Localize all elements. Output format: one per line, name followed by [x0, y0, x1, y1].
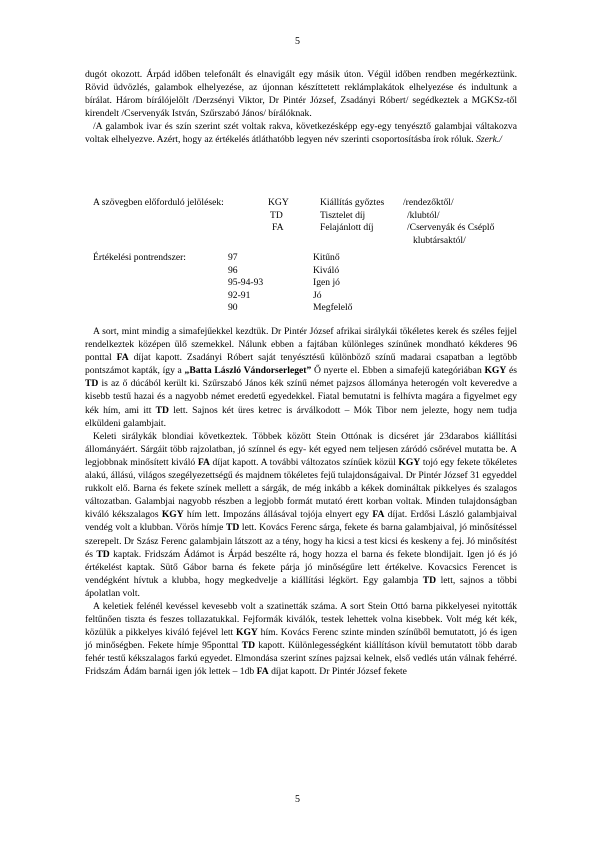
article-body — [85, 325, 517, 679]
award-code: KGY — [161, 509, 184, 521]
score-points: 96 — [228, 264, 238, 276]
award-code: KGY — [484, 365, 507, 377]
page-number-top: 5 — [295, 36, 300, 47]
award-code: KGY — [398, 456, 421, 468]
text-run: lett. Sajnos két üres ketrec is árválkodott – Mók Tibor nem jelezte, hogy nem tudja elküldeni galambjait. — [85, 404, 518, 429]
score-grade: Kiváló — [313, 264, 340, 276]
abbreviation-legend — [85, 197, 517, 257]
text-run: díjat kapott. Zsadányi Róbert saját tenyésztésű különböző színű madarai csapatban a legtöbb pontszámot kapták, így a — [85, 352, 517, 377]
award-code: TD — [241, 640, 256, 652]
score-points: 95-94-93 — [228, 277, 264, 289]
score-grade: Megfelelő — [313, 302, 353, 314]
award-code: TD — [85, 378, 99, 390]
abbr-source-continued: klubtársaktól/ — [413, 234, 466, 246]
award-code: FA — [197, 456, 210, 468]
abbr-code: KGY — [268, 197, 289, 208]
score-points: 97 — [228, 252, 238, 263]
score-grade: Jó — [313, 289, 322, 301]
abbr-source: /rendezőktől/ — [403, 197, 454, 208]
score-grade: Kitűnő — [313, 252, 340, 263]
text-run: A keletiek felénél kevéssel kevesebb volt a szatinetták száma. A sort Stein Ottó barna pikkelyesei nyitották feltűnően tiszta és feszes tollazatukkal. Fejformák kiválók, testek lehettek volna kisebbek. Volt még két kék, közülük a pikkelyes kiváló fejével lett — [85, 600, 517, 639]
scoring-system — [85, 252, 517, 322]
page-number-bottom: 5 — [295, 794, 300, 805]
score-points: 92-91 — [228, 289, 251, 301]
abbr-source: /Cservenyák és Cséplő — [407, 222, 495, 234]
paragraph-szatinettak — [85, 600, 517, 679]
paragraph-blondiai — [85, 430, 517, 600]
text-run: és — [506, 365, 517, 377]
score-points: 90 — [228, 302, 238, 314]
text-run: kapott. Különlegességként kiállításon kívül bemutatott több darab fehér testű kékszalagos farkú egyedet. Elmondása szerint színes pajzsai kelnek, első vedlés után válnak fehérré. Fridszám Ádám barnái igen jók lettek – 1db — [85, 640, 517, 678]
text-run: lett. Kovács Ferenc sárga, fekete és barna galambjaival, jó minősítéssel szerepelt. Dr Szász Ferenc galambjain látszott az a tény, hogy ha kicsi a test kicsi és keskeny a fej. Jó minősítést és — [85, 522, 517, 560]
award-code: FA — [116, 352, 129, 364]
paragraph-simafeju — [85, 325, 517, 430]
award-code: TD — [225, 522, 240, 534]
award-code: TD — [155, 404, 169, 416]
text-run: díjat kapott. Dr Pintér József fekete — [268, 666, 407, 678]
intro-block — [85, 68, 517, 147]
text-run: A sort, mint mindig a simafejűekkel kezdtük. Dr Pintér József afrikai sirálykái tökéletes kerek és széles fejjel rendelkeztek középen ülő szemekkel. Nálunk ebben a fajtában különleges színűnek mondható kékderes 96 ponttal — [85, 326, 517, 364]
trophy-name: „Batta László Vándorserleget” — [184, 365, 312, 377]
award-code: FA — [256, 666, 269, 678]
scoring-label: Értékelési pontrendszer: — [93, 252, 186, 263]
editor-note-text: /A galambok ivar és szín szerint szét voltak rakva, következésképp egy-egy tenyésztő galambjai váltakozva voltak elhelyezve. Azért, hogy az értékelés átláthatóbb legyen név szerinti csoportosításba írok róluk. — [85, 121, 517, 146]
abbr-code: TD — [270, 209, 283, 221]
text-run: díjat. Erdősi László galambjaival vendég volt a klubban. Vörös hímje — [85, 509, 517, 534]
abbr-meaning: Tisztelet díj — [320, 209, 366, 221]
award-code: KGY — [236, 627, 258, 639]
abbreviation-label: A szövegben előforduló jelölések: — [93, 197, 224, 208]
abbr-code: FA — [272, 222, 284, 234]
text-run: lett, sajnos a többi ápolatlan volt. — [85, 574, 517, 599]
abbr-meaning: Felajánlott díj — [320, 222, 374, 234]
editor-note — [85, 120, 517, 146]
text-run: hím. Kovács Ferenc szinte minden színűből bemutatott, jó és igen jó minőségben. Fekete hímje 95ponttal — [85, 627, 517, 652]
score-grade: Igen jó — [313, 277, 340, 289]
text-run: tojó egy fekete tökéletes alakú, állású, világos szegélyezettségű és majdnem tökéletes fejű tulajdonságaival. Dr Pintér József 31 egyeddel rukkolt elő. Barna és fekete színek mellett a sárgák, de még inkább a kékek domináltak pikkelyes és szalagos változatban. Galambjai nagyobb részben a legjobb formát mutató érett korban voltak. Minden tulajdonságban kiváló kékszalagos — [85, 456, 518, 521]
text-run: is az ő dúcából került ki. Szűrszabó János kék színű német pajzsos állománya heterogén volt keveredve a kisebb testű hazai és a nagyobb német eredetű egyedekkel. Fiatal bemutatni is felhívta magára a figyelmet egy kék hím, ami itt — [85, 378, 517, 416]
award-code: TD — [96, 548, 110, 560]
text-run: hím lett. Impozáns állásával tojója elnyert egy — [183, 509, 373, 521]
text-run: kaptak. Fridszám Ádámot is Árpád beszélte rá, hogy hozza el barna és fekete blondijait. Igen jó és jó értékelést kaptak. Sütő Gábor barna és fekete párja jó minőségűre lett értékelve. Kovacsics Ferencet is vendégként hívtuk a klubba, hogy megkedvelje a kiállítási légkört. Egy galambja — [85, 548, 518, 586]
editor-signature: Szerk./ — [476, 134, 502, 146]
award-code: FA — [372, 509, 385, 521]
text-run: Keleti sirálykák blondiai következtek. Többek között Stein Ottónak is dicséret jár 23darabos kiállítási állományáért. Sárgáit több rajzolatban, jó színnel és egy- két egyed nem teljesen záródó csőrével mutatta be. A legjobbnak minősített kiváló — [85, 430, 517, 468]
text-run: Ő nyerte el. Ebben a simafejű kategóriában — [311, 365, 485, 377]
text-run: díjat kapott. A további változatos színűek közül — [209, 456, 399, 468]
intro-paragraph: dugót okozott. Árpád időben telefonált és elnavigált egy másik úton. Végül időben rendben megérkeztünk. Rövid üdvözlés, galambok elhelyezése, az újonnan készíttetett reklámplakátok elhelyezése és indultunk a bírálat. Három bírálójelölt /Derzsényi Viktor, Dr Pintér József, Zsadányi Róbert/ segédkeztek a MGKSz-től kirendelt /Cservenyák István, Szűrszabó János/ bírálóknak. — [85, 69, 517, 120]
abbr-source: /klubtól/ — [407, 209, 440, 221]
abbr-meaning: Kiállítás győztes — [320, 197, 385, 208]
award-code: TD — [422, 574, 437, 586]
